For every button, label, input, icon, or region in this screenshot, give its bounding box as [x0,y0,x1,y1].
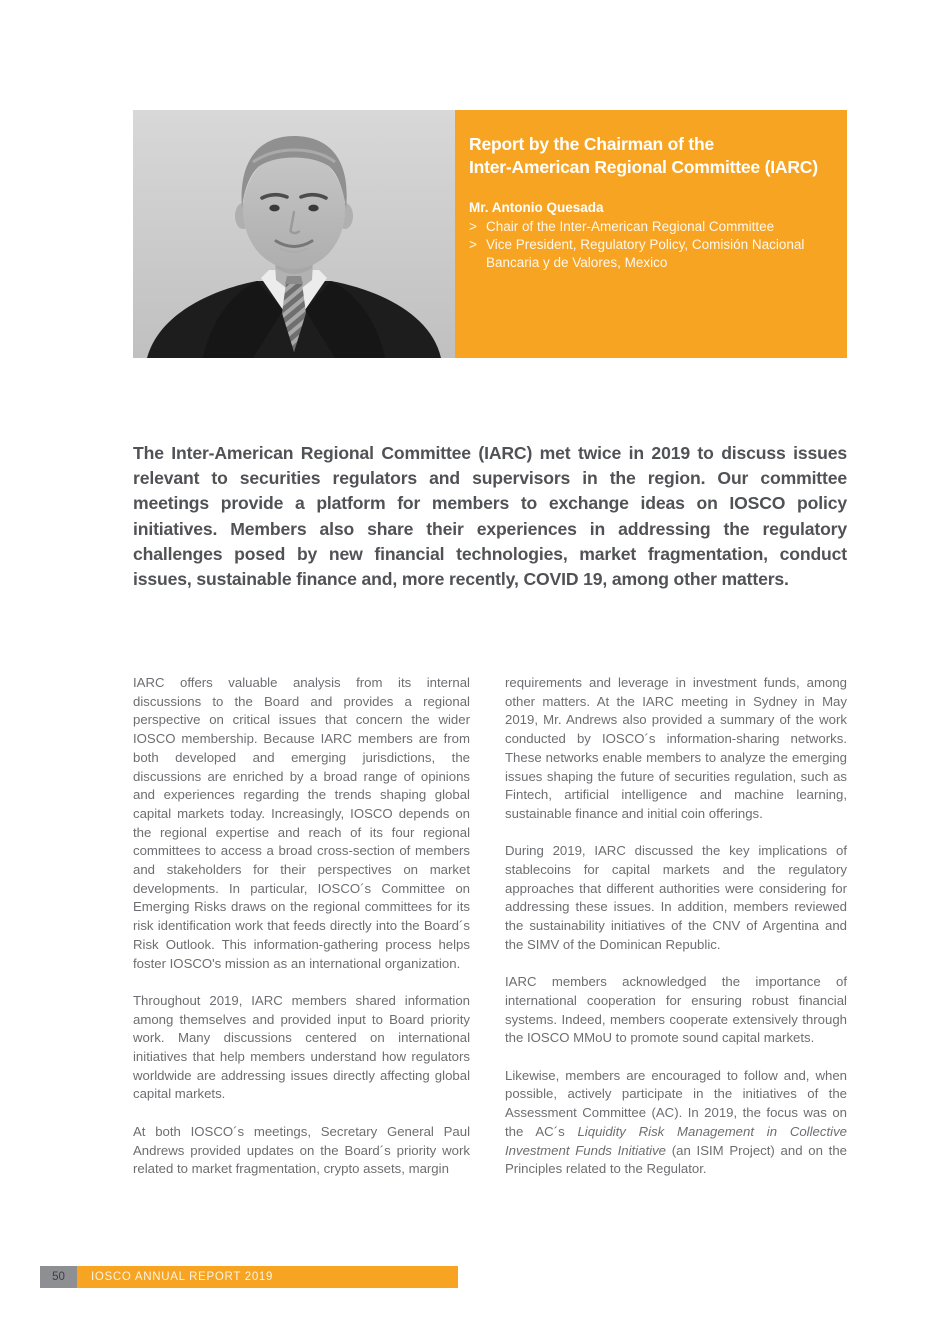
body-paragraph [505,842,847,954]
header-orange-panel [455,110,847,358]
role-bullet-icon: > [469,219,477,234]
body-paragraph [505,674,847,824]
body-text: (an ISIM Project) and on the Principles related to the Regulator. [505,1142,848,1177]
body-text: requirements and leverage in investment funds, among other matters. At the IARC meeting in Sydney in May 2019, Mr. Andrews also provided a summary of the work conducted by IOSCO´s information-sharing networks. These networks enable members to analyze the emerging issues shaping the future of securities regulation, such as Fintech, artificial intelligence and machine learning, sustainable finance and initial coin offerings. [505,675,847,821]
body-text: Throughout 2019, IARC members shared information among themselves and provided input to Board priority work. Many discussions centered on international initiatives that help members understand how regulators worldwide are addressing issues directly affecting global capital markets. [133,992,470,1102]
chairman-role-2 [469,236,829,272]
body-paragraph [133,1123,470,1179]
column-gutter [470,674,505,1198]
body-text: IARC offers valuable analysis from its internal discussions to the Board and provides a regional perspective on critical issues that concern the wider IOSCO membership. Because IARC members are from both developed and emerging jurisdictions, the discussions are enriched by a broad range of opinions and experiences regarding the trends shaping global capital markets today. Increasingly, IOSCO depends on the regional expertise and reach of its four regional committees to access a broad cross-section of members and stakeholders for their perspectives on market developments. In particular, IOSCO´s Committee on Emerging Risks draws on the regional committees for its risk identification work that feeds directly into the Board´s Risk Outlook. This information-gathering process helps foster IOSCO's mission as an international organization. [133,675,470,971]
article-column-right [505,674,847,1198]
body-text-italic: Liquidity Risk Management in Collective Investment Funds Initiative [505,1123,847,1158]
footer-report-title: IOSCO ANNUAL REPORT 2019 [91,1271,274,1283]
portrait-illustration [133,110,455,358]
intro-paragraph: The Inter-American Regional Committee (IARC) met twice in 2019 to discuss issues relevant to securities regulators and supervisors in the region. Our committee meetings provide a platform for members to exchange ideas on IOSCO policy initiatives. Members also share their experiences in addressing the regulatory challenges posed by new financial technologies, market fragmentation, conduct issues, sustainable finance and, more recently, COVID 19, among other matters. [133,443,847,590]
article-column-left [133,674,470,1198]
page-title-line-1: Report by the Chairman of the [469,134,715,154]
article-body [133,674,847,1198]
body-paragraph [133,674,470,973]
page-title [469,133,829,178]
role-text: Chair of the Inter-American Regional Committee [486,219,775,234]
page-title-line-2: Inter-American Regional Committee (IARC) [469,156,818,177]
footer-report-bar [77,1266,458,1288]
chairman-portrait-photo [133,110,455,358]
body-paragraph [505,973,847,1048]
chairman-role-1 [469,218,829,236]
body-paragraph [133,992,470,1104]
role-text: Vice President, Regulatory Policy, Comisión Nacional Bancaria y de Valores, Mexico [486,237,805,271]
chairman-roles [469,218,829,273]
body-text: IARC members acknowledged the importance of international cooperation for ensuring robust financial systems. Indeed, members cooperate extensively through the IOSCO MMoU to promote sound capital markets. [505,974,847,1046]
page-number-badge: 50 [40,1266,77,1288]
role-bullet-icon: > [469,237,477,253]
chairman-name: Mr. Antonio Quesada [469,200,604,215]
body-text: During 2019, IARC discussed the key implications of stablecoins for capital markets and the regulatory approaches that different authorities were considering for addressing these issues. In addition, members reviewed the sustainability initiatives of the CNV of Argentina and the SIMV of the Dominican Republic. [505,843,847,952]
body-text: At both IOSCO´s meetings, Secretary General Paul Andrews provided updates on the Board´s priority work related to market fragmentation, crypto assets, margin [133,1123,470,1177]
body-paragraph [505,1067,847,1179]
header-block [133,110,847,358]
body-text: Likewise, members are encouraged to follow and, when possible, actively participate in the initiatives of the Assessment Committee (AC). In 2019, the focus was on the AC´s [505,1067,847,1139]
